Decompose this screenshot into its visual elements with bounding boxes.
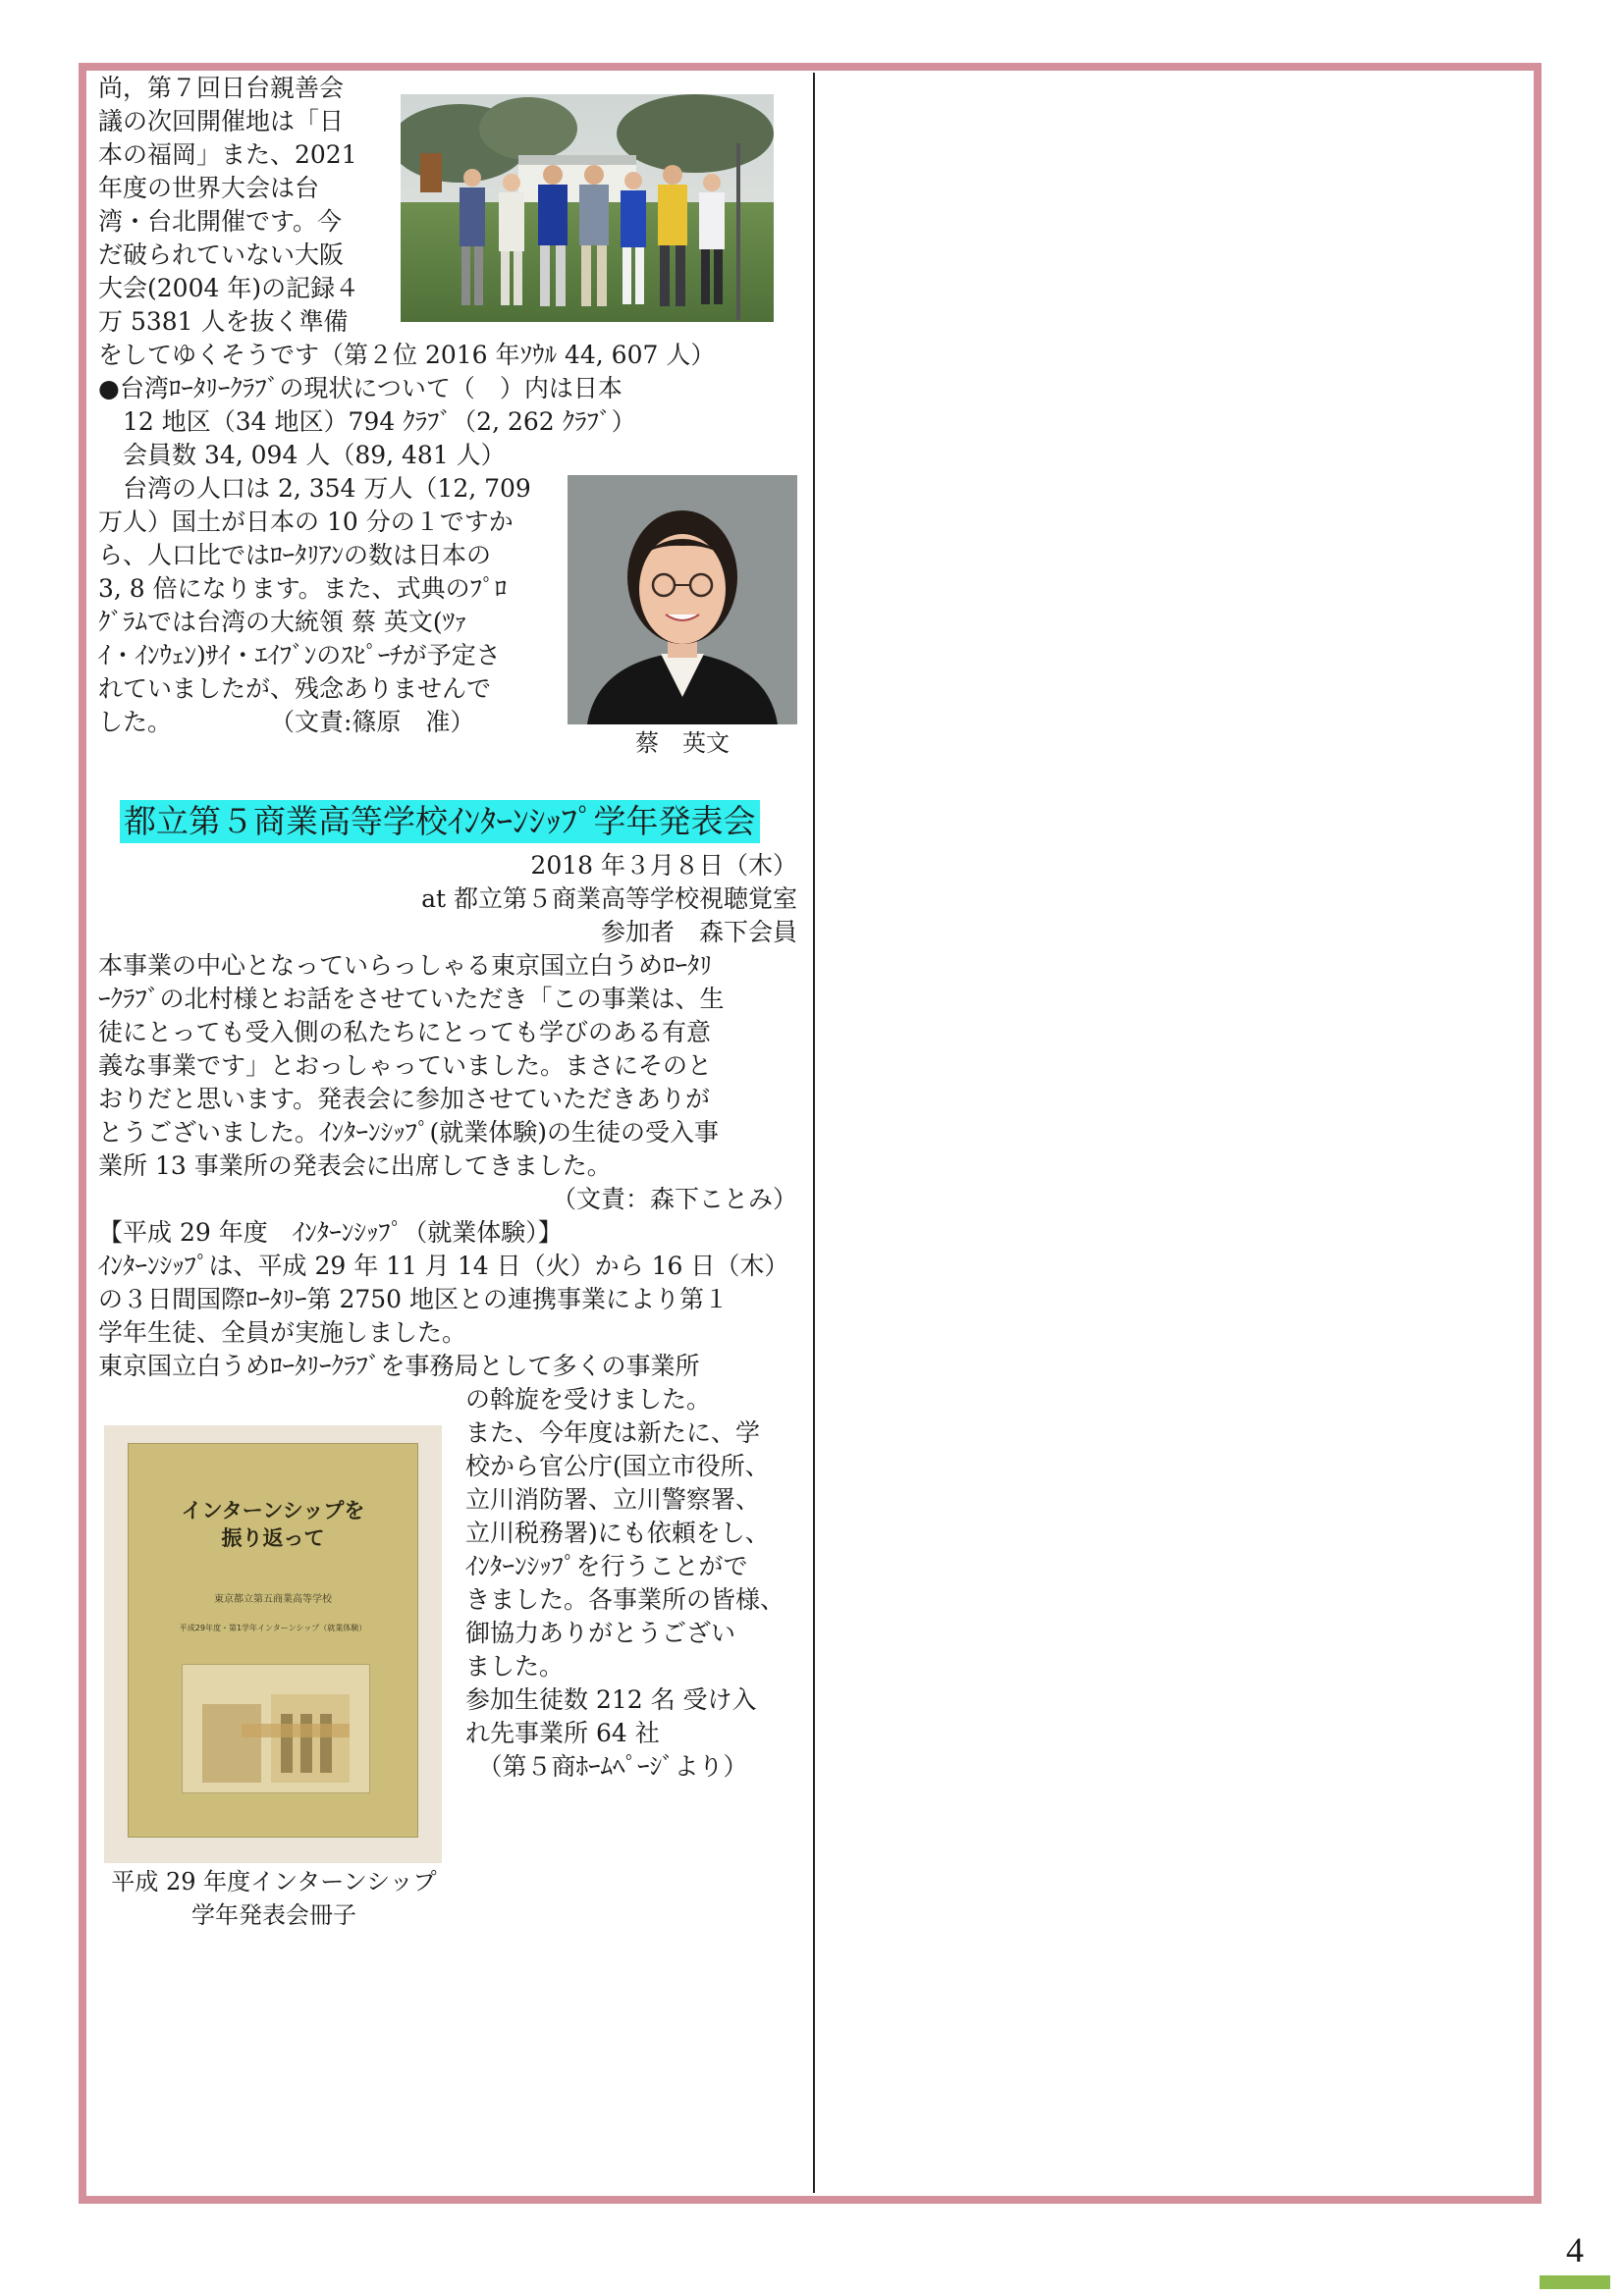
- text-line: 徒にとっても受入側の私たちにとっても学びのある有意: [98, 1018, 712, 1046]
- text-line: 校から官公庁(国立市役所、: [465, 1452, 770, 1480]
- booklet-title-2: 振り返って: [221, 1526, 325, 1550]
- text-line: おりだと思います。発表会に参加させていただきありが: [98, 1085, 711, 1113]
- text-line: 学年生徒、全員が実施しました。: [98, 1318, 467, 1347]
- text-line: 3, 8 倍になります。また、式典のﾌﾟﾛ: [98, 574, 508, 603]
- text-line: 議の次回開催地は「日: [98, 107, 345, 135]
- text-line: 大会(2004 年)の記録４: [98, 274, 360, 302]
- text-line: れていましたが、残念ありませんで: [98, 674, 492, 703]
- booklet-title-1: インターンシップを: [181, 1499, 365, 1522]
- text-line: をしてゆくそうです（第２位 2016 年ｿｳﾙ 44, 607 人）: [98, 341, 716, 369]
- booklet-school: 東京都立第五商業高等学校: [214, 1594, 332, 1605]
- text-line: 12 地区（34 地区）794 ｸﾗﾌﾞ（2, 262 ｸﾗﾌﾞ）: [98, 407, 636, 436]
- booklet-caption-2: 学年発表会冊子: [191, 1901, 356, 1929]
- text-line: きました。各事業所の皆様、: [465, 1585, 785, 1614]
- text-line: 東京国立白うめﾛｰﾀﾘｰｸﾗﾌﾞを事務局として多くの事業所: [98, 1352, 700, 1380]
- text-line: 湾・台北開催です。今: [98, 207, 343, 236]
- text-line: （第５商ﾎｰﾑﾍﾟｰｼﾞより）: [465, 1752, 748, 1781]
- booklet-cover: [128, 1443, 418, 1838]
- text-line: ｸﾞﾗﾑでは台湾の大統領 蔡 英文(ﾂｧ: [98, 608, 467, 636]
- text-line: 会員数 34, 094 人（89, 481 人）: [98, 441, 506, 469]
- column-divider: [813, 73, 815, 2193]
- booklet-caption-1: 平成 29 年度インターンシップ: [111, 1868, 437, 1896]
- event-attendee: 参加者 森下会員: [600, 918, 797, 946]
- booklet-illustration: [182, 1664, 370, 1793]
- booklet-photo: [104, 1425, 442, 1863]
- article2-credit: （文責：森下ことみ）: [551, 1185, 797, 1213]
- booklet-subtitle: 平成29年度・第1学年インターンシップ（就業体験）: [179, 1624, 367, 1632]
- text-line: 台湾の人口は 2, 354 万人（12, 709: [98, 474, 531, 503]
- text-line: ｰｸﾗﾌﾞの北村様とお話をさせていただき「この事業は、生: [98, 985, 725, 1013]
- text-line: また、今年度は新たに、学: [465, 1418, 761, 1447]
- golf-group-photo: [401, 94, 774, 322]
- text-line: 義な事業です」とおっしゃっていました。まさにそのと: [98, 1051, 713, 1080]
- text-line: の斡旋を受けました。: [465, 1385, 712, 1414]
- text-line: とうございました。ｲﾝﾀｰﾝｼｯﾌﾟ(就業体験)の生徒の受入事: [98, 1118, 720, 1147]
- text-line: 立川税務署)にも依頼をし、: [465, 1519, 770, 1547]
- text-line: ●台湾ﾛｰﾀﾘｰｸﾗﾌﾞの現状について（ ）内は日本: [98, 374, 623, 402]
- page-number-bar: [1540, 2275, 1610, 2289]
- text-line: ｲ・ｲﾝｳｪﾝ)ｻｲ・ｴｲﾌﾞﾝのｽﾋﾟｰﾁが予定さ: [98, 641, 501, 669]
- text-line: 業所 13 事業所の発表会に出席してきました。: [98, 1151, 612, 1180]
- portrait-caption: 蔡 英文: [635, 729, 730, 757]
- text-line: 万人）国土が日本の 10 分の１ですか: [98, 507, 514, 536]
- text-line: 万 5381 人を抜く準備: [98, 307, 349, 336]
- text-line: 参加生徒数 212 名 受け入: [465, 1685, 757, 1714]
- event-date: 2018 年３月８日（木）: [530, 851, 797, 880]
- text-line: 尚，第７回日台親善会: [98, 74, 345, 102]
- text-line: の３日間国際ﾛｰﾀﾘｰ第 2750 地区との連携事業により第１: [98, 1285, 730, 1313]
- article2-heading: 都立第５商業高等学校ｲﾝﾀｰﾝｼｯﾌﾟ学年発表会: [120, 800, 760, 843]
- text-line: 本の福岡」また、2021: [98, 140, 357, 169]
- text-line: 御協力ありがとうござい: [465, 1619, 736, 1647]
- article2-subheading: 【平成 29 年度 ｲﾝﾀｰﾝｼｯﾌﾟ（就業体験）】: [98, 1218, 563, 1247]
- portrait-photo: [568, 475, 797, 724]
- text-line: ｲﾝﾀｰﾝｼｯﾌﾟを行うことがで: [465, 1552, 748, 1580]
- text-line: した。 （文責:篠原 准）: [98, 708, 475, 736]
- text-line: 立川消防署、立川警察署、: [465, 1485, 761, 1514]
- text-line: ら、人口比ではﾛｰﾀﾘｱﾝの数は日本の: [98, 541, 492, 569]
- text-line: だ破られていない大阪: [98, 240, 345, 269]
- text-line: 本事業の中心となっていらっしゃる東京国立白うめﾛｰﾀﾘ: [98, 951, 713, 980]
- page-number: 4: [1566, 2230, 1584, 2269]
- event-venue: at 都立第５商業高等学校視聴覚室: [421, 884, 797, 913]
- text-line: ｲﾝﾀｰﾝｼｯﾌﾟは、平成 29 年 11 月 14 日（火）から 16 日（木）: [98, 1252, 789, 1280]
- text-line: れ先事業所 64 社: [465, 1719, 660, 1747]
- text-line: 年度の世界大会は台: [98, 174, 320, 202]
- text-line: ました。: [465, 1652, 565, 1681]
